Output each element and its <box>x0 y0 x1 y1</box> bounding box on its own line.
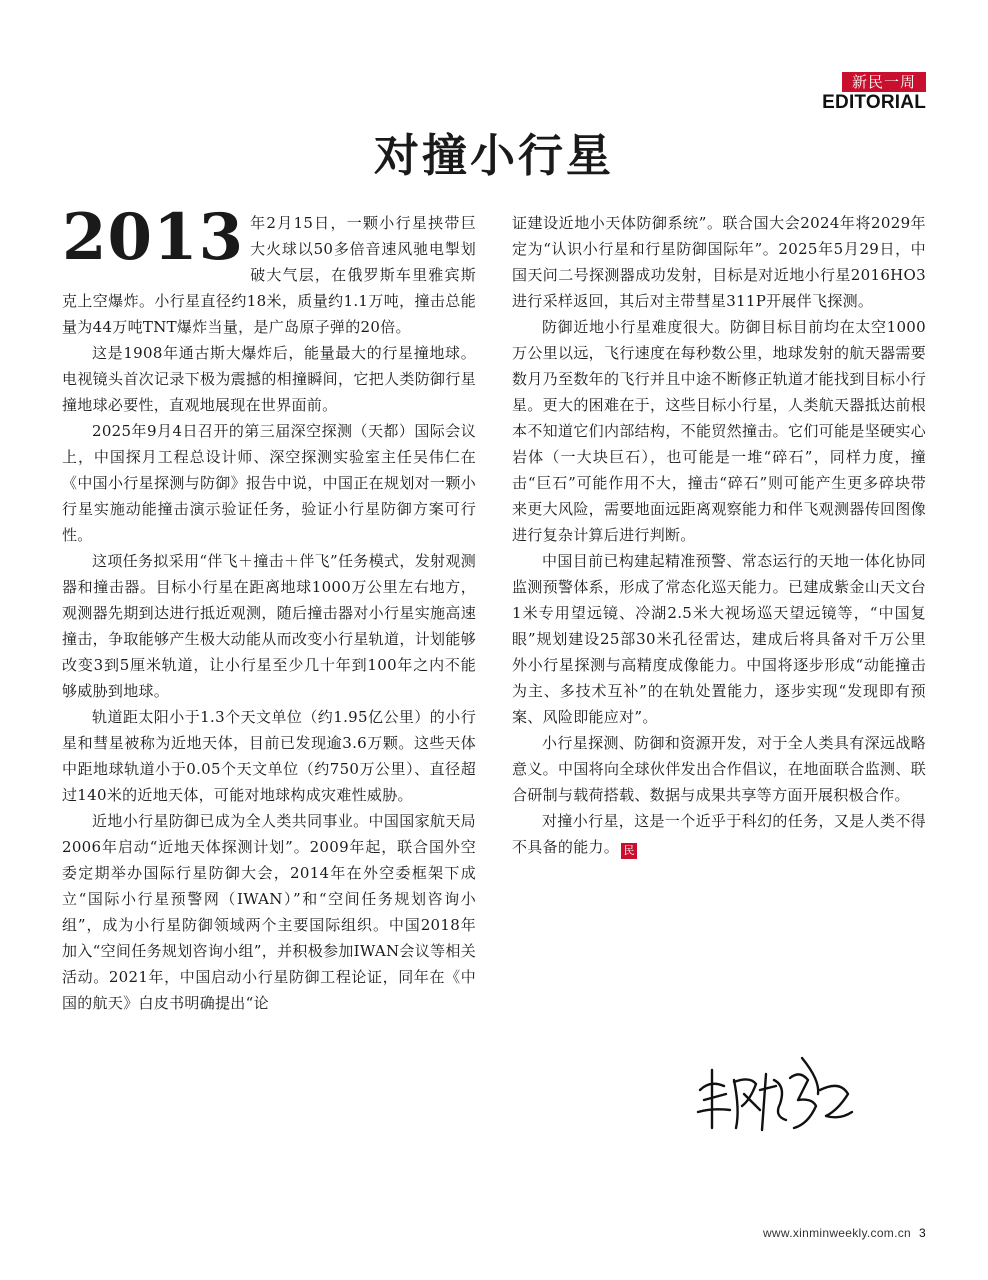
paragraph-6-continued: 证建设近地小天体防御系统”。联合国大会2024年将2029年定为“认识小行星和行星防御国际年”。2025年5月29日，中国天问二号探测器成功发射，目标是对近地小行星2016HO3进行采样返回，其后对主带彗星311P开展伴飞探测。 <box>512 214 926 310</box>
footer <box>763 1226 926 1240</box>
end-mark-icon: 民 <box>621 843 637 859</box>
brand-logo: 新民一周 <box>842 72 926 92</box>
signature-icon <box>690 1050 860 1140</box>
paragraph-7: 防御近地小行星难度很大。防御目标目前均在太空1000万公里以远，飞行速度在每秒数公里，地球发射的航天器需要数月乃至数年的飞行并且中途不断修正轨道才能找到目标小行星。更大的困难在于，这些目标小行星，人类航天器抵达前根本不知道它们内部结构，不能贸然撞击。它们可能是坚硬实心岩体（一大块巨石），也可能是一堆“碎石”，同样力度，撞击“巨石”可能作用不大，撞击“碎石”则可能产生更多碎块带来更大风险，需要地面远距离观察能力和伴飞观测器传回图像进行复杂计算后进行判断。 <box>512 318 926 544</box>
paragraph-6: 近地小行星防御已成为全人类共同事业。中国国家航天局2006年启动“近地天体探测计划”。2009年起，联合国外空委定期举办国际行星防御大会，2014年在外空委框架下成立“国际小行星预警网（IWAN）”和“空间任务规划咨询小组”，成为小行星防御领域两个主要国际组织。中国2018年加入“空间任务规划咨询小组”，并积极参加IWAN会议等相关活动。2021年，中国启动小行星防御工程论证，同年在《中国的航天》白皮书明确提出“论 <box>62 812 476 1012</box>
paragraph-9: 小行星探测、防御和资源开发，对于全人类具有深远战略意义。中国将向全球伙伴发出合作倡议，在地面联合监测、联合研制与载荷搭载、数据与成果共享等方面开展积极合作。 <box>512 734 926 804</box>
article-title: 对撞小行星 <box>373 129 614 182</box>
dropcap-year: 2013 <box>62 200 245 275</box>
paragraph-8: 中国目前已构建起精准预警、常态运行的天地一体化协同监测预警体系，形成了常态化巡天能力。已建成紫金山天文台1米专用望远镜、冷湖2.5米大视场巡天望远镜等，“中国复眼”规划建设25部30米孔径雷达，建成后将具备对千万公里外小行星探测与高精度成像能力。中国将逐步形成“动能撞击为主、多技术互补”的在轨处置能力，逐步实现“发现即有预案、风险即能应对”。 <box>512 552 926 726</box>
paragraph-4: 这项任务拟采用“伴飞＋撞击＋伴飞”任务模式，发射观测器和撞击器。目标小行星在距离地球1000万公里左右地方，观测器先期到达进行抵近观测，随后撞击器对小行星实施高速撞击，争取能够产生极大动能从而改变小行星轨道，计划能够改变3到5厘米轨道，让小行星至少几十年到100年之内不能够威胁到地球。 <box>62 552 476 700</box>
paragraph-1 <box>62 200 476 340</box>
paragraph-1-text: 年2月15日，一颗小行星挟带巨大火球以50多倍音速风驰电掣划破大气层，在俄罗斯车里雅宾斯克上空爆炸。小行星直径约18米，质量约1.1万吨，撞击总能量为44万吨TNT爆炸当量，是广岛原子弹的20倍。 <box>62 214 476 336</box>
page-number: 3 <box>919 1226 926 1240</box>
website-url: www.xinminweekly.com.cn <box>762 1226 912 1240</box>
paragraph-2: 这是1908年通古斯大爆炸后，能量最大的行星撞地球。电视镜头首次记录下极为震撼的相撞瞬间，它把人类防御行星撞地球必要性，直观地展现在世界面前。 <box>62 344 476 414</box>
masthead <box>816 72 926 113</box>
paragraph-10 <box>512 808 926 860</box>
paragraph-10-text: 对撞小行星，这是一个近乎于科幻的任务，又是人类不得不具备的能力。 <box>512 812 926 856</box>
right-column <box>512 210 926 860</box>
section-label: EDITORIAL <box>822 92 926 113</box>
paragraph-5: 轨道距太阳小于1.3个天文单位（约1.95亿公里）的小行星和彗星被称为近地天体，目前已发现逾3.6万颗。这些天体中距地球轨道小于0.05个天文单位（约750万公里）、直径超过140米的近地天体，可能对地球构成灾难性威胁。 <box>62 708 476 804</box>
paragraph-3: 2025年9月4日召开的第三届深空探测（天都）国际会议上，中国探月工程总设计师、深空探测实验室主任吴伟仁在《中国小行星探测与防御》报告中说，中国正在规划对一颗小行星实施动能撞击演示验证任务，验证小行星防御方案可行性。 <box>62 422 476 544</box>
left-column <box>62 200 476 1016</box>
